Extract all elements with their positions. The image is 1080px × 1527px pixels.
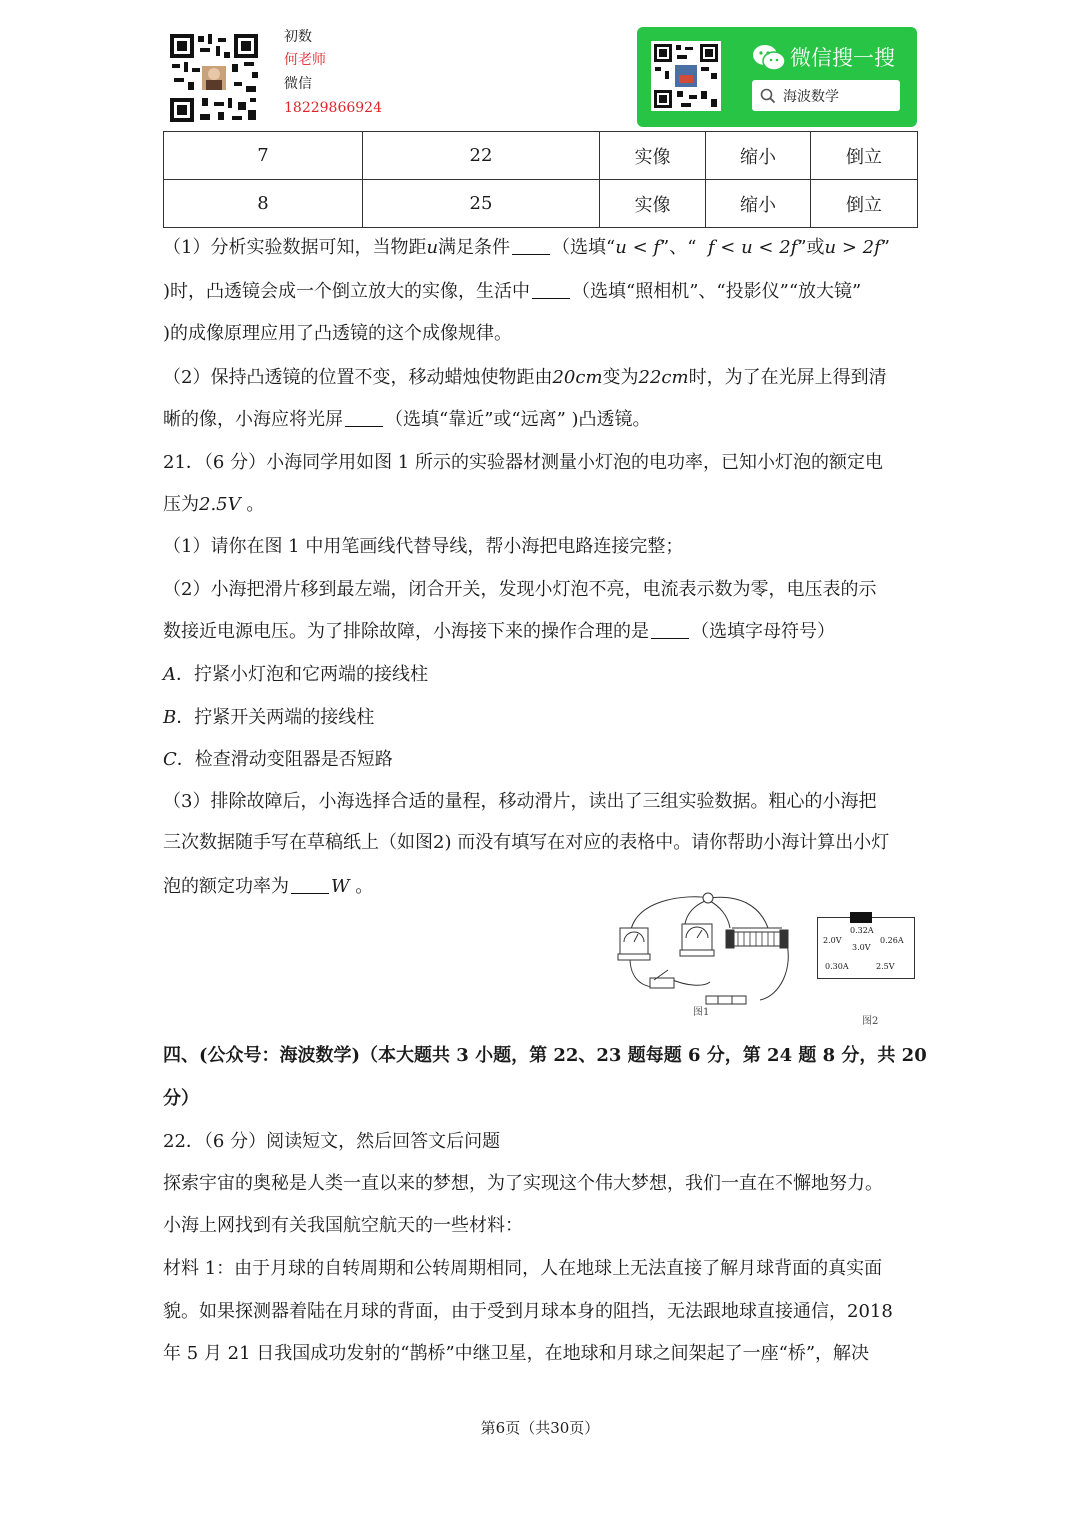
option-a — [163, 663, 428, 687]
math-option: u > 2f — [824, 237, 881, 258]
qr-code-left — [168, 32, 260, 124]
math-var: u — [426, 237, 439, 258]
text: 泡的额定功率为 — [163, 876, 289, 897]
text: （2）保持凸透镜的位置不变，移动蜡烛使物距由 — [163, 367, 553, 388]
q21-line2 — [163, 493, 264, 517]
draft-value: 2.5V — [876, 962, 895, 971]
option-text: ．检查滑动变阻器是否短路 — [176, 749, 393, 770]
math-value: 2.5V — [199, 494, 241, 515]
option-text: ．拧紧小灯泡和它两端的接线柱 — [176, 664, 428, 685]
contact-wechat-label: 微信 — [284, 76, 312, 92]
text: 变为 — [602, 367, 639, 388]
passage-line: 材料 1：由于月球的自转周期和公转周期相同，人在地球上无法直接了解月球背面的真实面 — [163, 1258, 883, 1279]
draft-value: 2.0V — [823, 936, 842, 945]
q20-part1-line3: )的成像原理应用了凸透镜的这个成像规律。 — [163, 323, 513, 344]
section-4-heading-line2: 分） — [163, 1088, 199, 1109]
wechat-logo-icon — [752, 44, 786, 72]
passage-line: 貌。如果探测器着陆在月球的背面，由于受到月球本身的阻挡，无法跟地球直接通信，2018 — [163, 1301, 893, 1322]
q20-part2-line2 — [163, 408, 651, 432]
answer-blank — [291, 875, 329, 894]
search-icon — [760, 88, 776, 104]
wechat-search-query: 海波数学 — [783, 89, 839, 105]
text: 时，为了在光屏上得到清 — [688, 367, 887, 388]
passage-line: 探索宇宙的奥秘是人类一直以来的梦想，为了实现这个伟大梦想，我们一直在不懈地努力。 — [163, 1173, 883, 1194]
passage-line: 年 5 月 21 日我国成功发射的“鹊桥”中继卫星，在地球和月球之间架起了一座“桥”，解决 — [163, 1343, 870, 1364]
contact-teacher: 何老师 — [284, 52, 326, 68]
draft-value: 0.30A — [825, 962, 849, 971]
math-option: f < u < 2f — [707, 237, 798, 258]
table-row — [164, 180, 918, 228]
text: （选填“ — [552, 237, 616, 258]
text: 满足条件 — [438, 237, 511, 258]
option-b — [163, 706, 374, 730]
answer-blank — [651, 620, 689, 639]
table-cell: 22 — [363, 132, 600, 180]
draft-value: 3.0V — [852, 943, 871, 952]
wechat-search-title: 微信搜一搜 — [790, 46, 895, 70]
q21-part3-line2: 三次数据随手写在草稿纸上（如图2) 而没有填写在对应的表格中。请你帮助小海计算出小灯 — [163, 832, 890, 853]
text: 。 — [355, 876, 374, 897]
q20-part1-line2 — [163, 280, 861, 304]
table-cell: 8 — [164, 180, 363, 228]
text: （选填字母符号） — [691, 621, 835, 642]
math-unit: W — [331, 876, 350, 897]
table-cell: 倒立 — [811, 180, 918, 228]
answer-blank — [532, 280, 570, 299]
table-cell: 缩小 — [706, 132, 811, 180]
option-text: ．拧紧开关两端的接线柱 — [176, 707, 375, 728]
text: （选填“照相机”、“投影仪”“放大镜” — [572, 281, 862, 302]
experiment-table — [163, 131, 918, 228]
text: ”、“ — [660, 237, 697, 258]
table-cell: 实像 — [600, 132, 706, 180]
table-cell: 7 — [164, 132, 363, 180]
qr-code-right — [651, 41, 721, 111]
q21-part2-line2 — [163, 620, 835, 644]
answer-blank — [345, 408, 383, 427]
q22-title: 22．（6 分）阅读短文，然后回答文后问题 — [163, 1131, 501, 1152]
text: 。 — [246, 494, 265, 515]
text: ” — [880, 237, 890, 258]
contact-subject: 初数 — [284, 29, 312, 45]
text: （选填“靠近”或“远离” )凸透镜。 — [385, 409, 651, 430]
figure-2-label: 图2 — [862, 1016, 879, 1027]
passage-line: 小海上网找到有关我国航空航天的一些材料： — [163, 1215, 523, 1236]
q20-part2-line1 — [163, 366, 887, 390]
table-cell: 25 — [363, 180, 600, 228]
text: 数接近电源电压。为了排除故障，小海接下来的操作合理的是 — [163, 621, 649, 642]
text: 晰的像，小海应将光屏 — [163, 409, 343, 430]
draft-value: 0.32A — [850, 926, 874, 935]
table-row — [164, 132, 918, 180]
section-4-heading-line1: 四、(公众号：海波数学)（本大题共 3 小题，第 22、23 题每题 6 分，第 24 题 8 分，共 20 — [163, 1045, 927, 1066]
option-letter: A — [163, 664, 176, 685]
option-letter: C — [163, 749, 177, 770]
math-option: u < f — [615, 237, 661, 258]
table-cell: 缩小 — [706, 180, 811, 228]
text: ”或 — [797, 237, 825, 258]
table-cell: 实像 — [600, 180, 706, 228]
option-c — [163, 748, 393, 772]
q21-line1: 21．（6 分）小海同学用如图 1 所示的实验器材测量小灯泡的电功率，已知小灯泡的额定电 — [163, 452, 883, 473]
draft-value: 0.26A — [880, 936, 904, 945]
q20-part1-line1 — [163, 236, 890, 260]
figure-2-clip-icon — [850, 912, 872, 923]
q21-part2-line1: （2）小海把滑片移到最左端，闭合开关，发现小灯泡不亮，电流表示数为零，电压表的示 — [163, 579, 877, 600]
q21-part3-line1: （3）排除故障后，小海选择合适的量程，移动滑片，读出了三组实验数据。粗心的小海把 — [163, 791, 877, 812]
math-value: 20cm — [552, 367, 603, 388]
q21-part3-line3 — [163, 875, 373, 899]
text: )时，凸透镜会成一个倒立放大的实像，生活中 — [163, 281, 531, 302]
answer-blank — [512, 236, 550, 255]
figure-1-label: 图1 — [693, 1007, 710, 1018]
text: （1）分析实验数据可知，当物距 — [163, 237, 427, 258]
table-cell: 倒立 — [811, 132, 918, 180]
page-number: 第6页（共30页） — [480, 1419, 600, 1437]
math-value: 22cm — [638, 367, 689, 388]
text: 压为 — [163, 494, 199, 515]
contact-phone: 18229866924 — [284, 100, 382, 116]
figure-1-circuit — [610, 888, 796, 1018]
q21-part1: （1）请你在图 1 中用笔画线代替导线，帮小海把电路连接完整； — [163, 536, 684, 557]
option-letter: B — [163, 707, 177, 728]
